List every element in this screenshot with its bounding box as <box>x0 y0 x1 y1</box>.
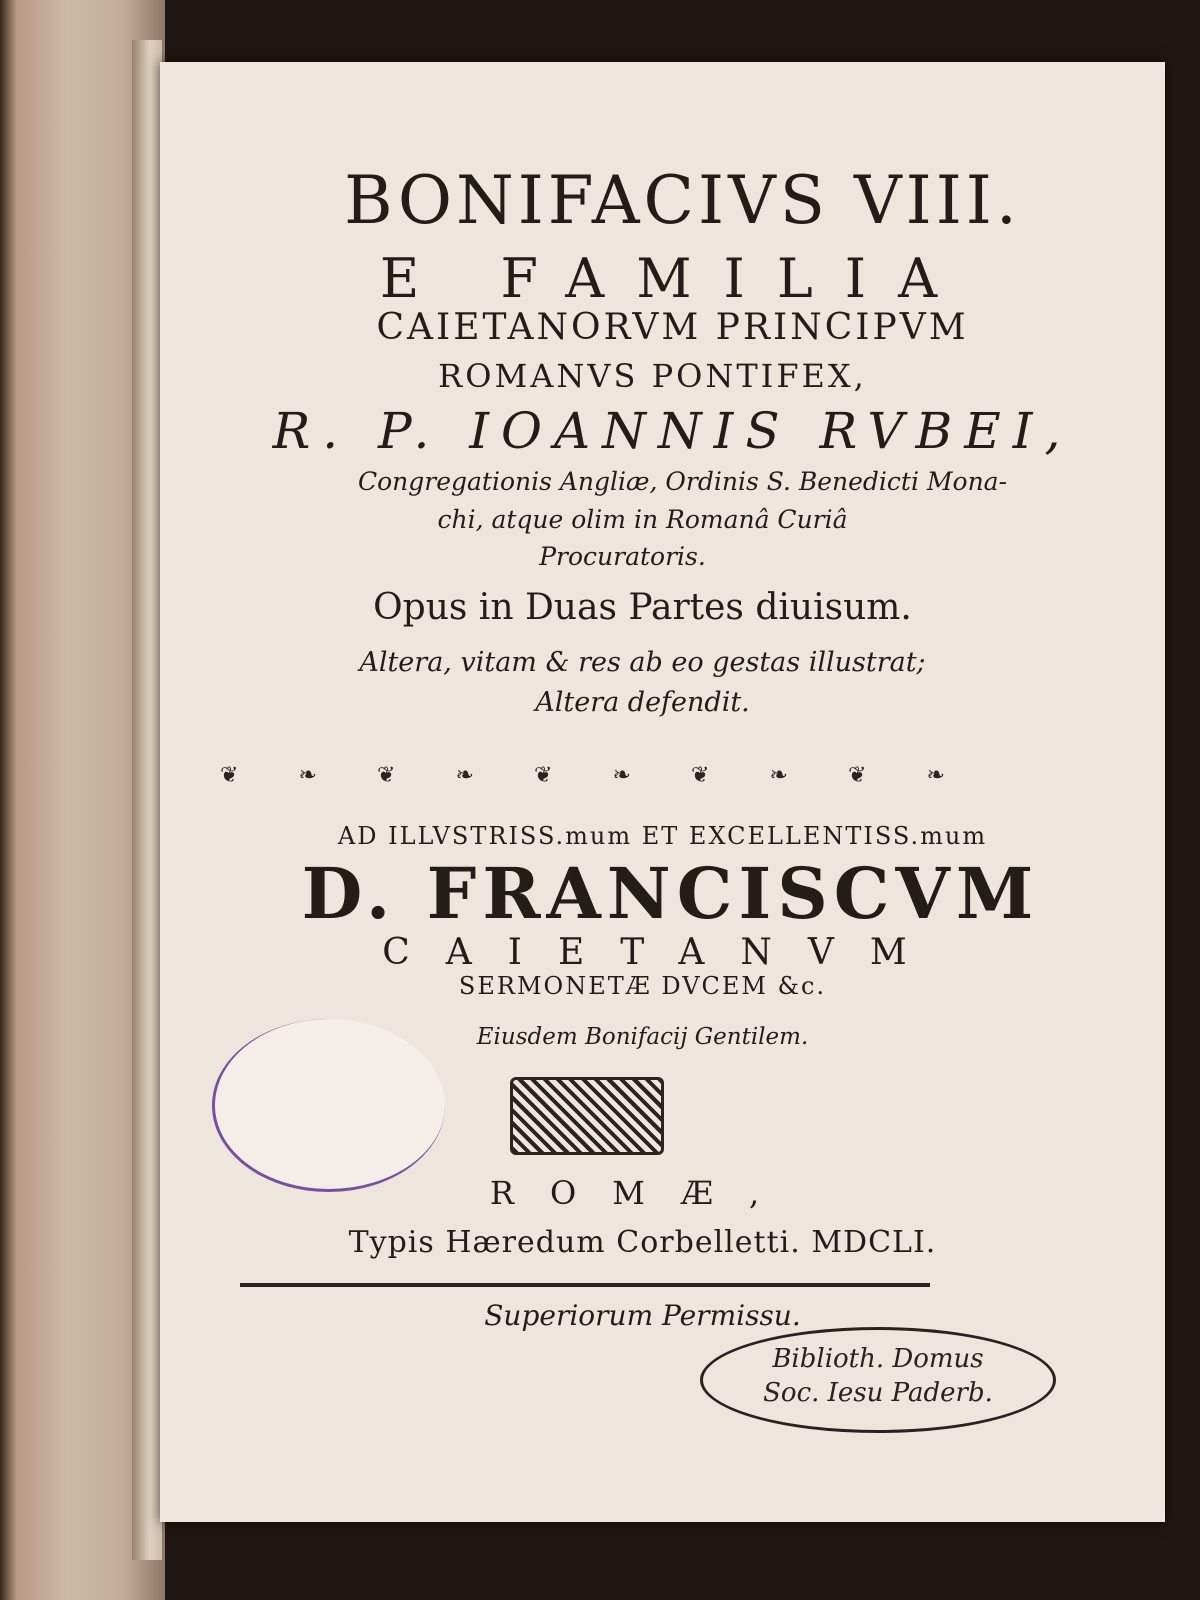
stamp-line-2: Soc. Iesu Paderb. <box>763 1378 993 1408</box>
ornament-icon: ❧ <box>455 762 474 788</box>
author-name: R. P. IOANNIS RVBEI, <box>272 402 1073 460</box>
ornamental-border <box>220 762 945 788</box>
title-line-3: CAIETANORVM PRINCIPVM <box>376 307 969 348</box>
dedication-line-3: SERMONETÆ DVCEM &c. <box>458 972 827 1000</box>
library-label <box>212 1019 445 1192</box>
ornament-icon: ❧ <box>769 762 788 788</box>
dedication-name-2: CAIETANVM <box>382 932 943 973</box>
permission-line: Superiorum Permissu. <box>484 1299 801 1332</box>
affiliation-line-2: chi, atque olim in Romanâ Curiâ <box>437 505 848 534</box>
title-line-1: BONIFACIVS VIII. <box>344 162 1021 239</box>
ornament-icon: ❦ <box>848 762 867 788</box>
ornament-icon: ❦ <box>220 762 239 788</box>
imprint-city: ROMÆ, <box>489 1174 796 1212</box>
imprint-printer: Typis Hæredum Corbelletti. MDCLI. <box>348 1225 937 1260</box>
ornament-icon: ❧ <box>926 762 945 788</box>
affiliation-line-1: Congregationis Angliæ, Ordinis S. Benedicti Mona- <box>357 467 1008 496</box>
stamp-line-1: Biblioth. Domus <box>772 1344 984 1374</box>
dedication-line-4: Eiusdem Bonifacij Gentilem. <box>476 1024 809 1050</box>
dedication-line-1: AD ILLVSTRISS.mum ET EXCELLENTISS.mum <box>337 822 988 850</box>
page-edges <box>132 40 162 1560</box>
horizontal-rule <box>240 1283 930 1287</box>
printer-fleuron <box>510 1077 664 1155</box>
opus-line: Opus in Duas Partes diuisum. <box>373 587 912 628</box>
altera-line-2: Altera defendit. <box>535 687 750 718</box>
library-stamp <box>700 1327 1056 1433</box>
altera-line-1: Altera, vitam & res ab eo gestas illustrat; <box>359 647 926 678</box>
ornament-icon: ❧ <box>612 762 631 788</box>
title-line-4: ROMANVS PONTIFEX, <box>438 357 867 395</box>
ornament-icon: ❦ <box>691 762 710 788</box>
title-line-2: E FAMILIA <box>379 247 970 310</box>
ornament-icon: ❧ <box>298 762 317 788</box>
ornament-icon: ❦ <box>377 762 396 788</box>
title-page <box>160 62 1165 1522</box>
affiliation-line-3: Procuratoris. <box>539 542 706 571</box>
dedication-name: D. FRANCISCVM <box>301 852 1040 935</box>
ornament-icon: ❦ <box>534 762 553 788</box>
